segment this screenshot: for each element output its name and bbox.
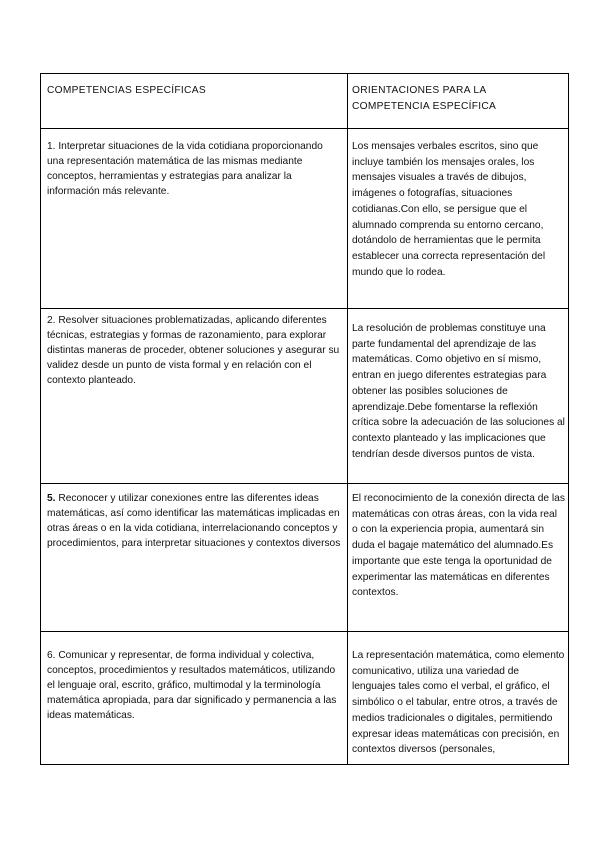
competencia-5: [47, 491, 341, 551]
orientacion-5: El reconocimiento de la conexión directa de las matemáticas con otras áreas, con la vida real o con la experiencia propia, aumentará sin duda el bagaje matemático del alumnado.Es importante que este tenga la oportunidad de experimentar las matemáticas en diferentes contextos.: [352, 493, 565, 599]
column-divider: [347, 74, 348, 764]
header-competencias: COMPETENCIAS ESPECÍFICAS: [47, 85, 206, 96]
row-divider-3: [41, 631, 568, 632]
competencia-2: 2. Resolver situaciones problematizadas, aplicando diferentes técnicas, estrategias y formas de razonamiento, para explorar distintas maneras de proceder, obtener soluciones y asegurar su validez desde un punto de vista formal y en relación con el contexto planteado.: [47, 315, 340, 386]
orientacion-2: La resolución de problemas constituye una parte fundamental del aprendizaje de las matemáticas. Como objetivo en sí mismo, entran en juego diferentes estrategias para obtener las posibles soluciones de aprendizaje.Debe fomentarse la reflexión crítica sobre la adecuación de las soluciones al contexto planteado y las implicaciones que tendrían desde diversos puntos de vista.: [352, 323, 565, 460]
row-divider-2: [41, 483, 568, 484]
row-divider-1: [41, 308, 568, 309]
competencia-1: 1. Interpretar situaciones de la vida cotidiana proporcionando una representación matemática de las mismas mediante conceptos, herramientas y estrategias para analizar la información más relevante.: [47, 141, 323, 197]
competencia-5-number: 5.: [47, 493, 56, 504]
orientacion-6: La representación matemática, como elemento comunicativo, utiliza una variedad de lenguajes tales como el verbal, el gráfico, el simbólico o el tabular, entre otros, a través de medios tradicionales o digitales, permitiendo expresar ideas matemáticas con precisión, en contextos diversos (personales,: [352, 650, 565, 756]
competencia-6: 6. Comunicar y representar, de forma individual y colectiva, conceptos, procedimientos y resultados matemáticos, utilizando el lenguaje oral, escrito, gráfico, multimodal y la terminología matemática apropiada, para dar significado y permanencia a las ideas matemáticas.: [47, 650, 337, 721]
competencia-5-text: Reconocer y utilizar conexiones entre las diferentes ideas matemáticas, así como identificar las matemáticas implicadas en otras áreas o en la vida cotidiana, interrelacionando conceptos y procedimientos, para interpretar situaciones y contextos diversos: [47, 493, 341, 549]
row-divider-header: [41, 128, 568, 129]
header-orientaciones: ORIENTACIONES PARA LA COMPETENCIA ESPECÍFICA: [352, 85, 497, 112]
orientacion-1: Los mensajes verbales escritos, sino que incluye también los mensajes orales, los mensajes visuales a través de dibujos, imágenes o fotografías, situaciones cotidianas.Con ello, se persigue que el alumnado comprenda su entorno cercano, dotándolo de herramientas que le permita establecer una correcta representación del mundo que lo rodea.: [352, 141, 546, 278]
competencias-table: [40, 73, 569, 765]
